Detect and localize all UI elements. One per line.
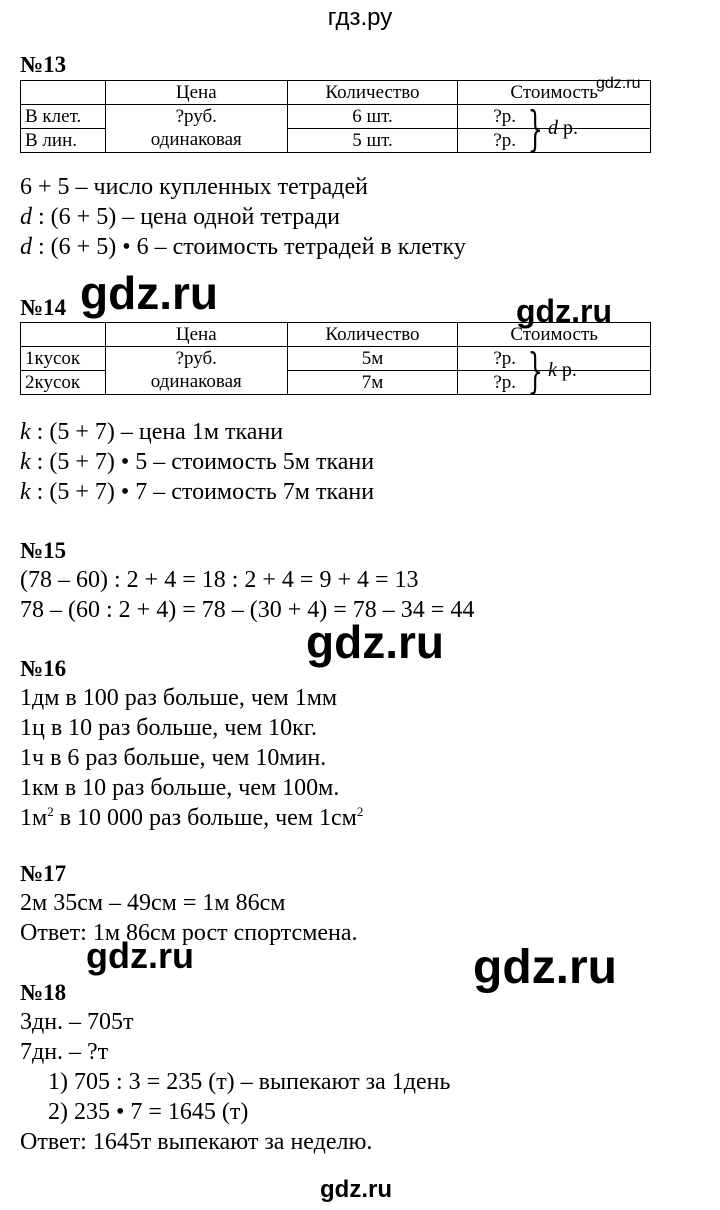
task-13-line: 6 + 5 – число купленных тетрадей [20, 174, 368, 200]
brace-icon: } [527, 343, 543, 399]
task-16-line: 1ч в 6 раз больше, чем 10мин. [20, 745, 327, 771]
price-unknown: ?руб. [175, 348, 217, 369]
price-same: одинаковая [150, 129, 242, 150]
table-row-name: 2кусок [21, 371, 106, 395]
table-row-quantity: 6 шт. [287, 105, 458, 129]
table-price-cell [105, 347, 287, 395]
task-18-line: Ответ: 1645т выпекают за неделю. [20, 1129, 373, 1155]
watermark: gdz.ru [86, 935, 194, 976]
price-unknown: ?руб. [175, 106, 217, 127]
table-header-quantity: Количество [287, 323, 458, 347]
watermark: gdz.ru [473, 941, 617, 994]
watermark: gdz.ru [516, 293, 612, 329]
table-row-cost: ?р. [458, 105, 651, 129]
watermark: gdz.ru [306, 616, 444, 668]
watermark: gdz.ru [80, 267, 218, 319]
task-14-line: k : (5 + 7) • 7 – стоимость 7м ткани [20, 479, 375, 505]
table-header-price: Цена [105, 323, 287, 347]
table-row-cost: ?р. [458, 347, 651, 371]
task-15-line: 78 – (60 : 2 + 4) = 78 – (30 + 4) = 78 – 34 = 44 [20, 597, 475, 623]
task-18-step: 2) 235 • 7 = 1645 (т) [48, 1099, 249, 1125]
task-18-line: 7дн. – ?т [20, 1039, 109, 1065]
table-row-name: 1кусок [21, 347, 106, 371]
table-header-price: Цена [105, 81, 287, 105]
task-16-area-line: $1м^2$ в 10 000 раз больше, чем $1см^2$ [20, 804, 364, 831]
task-18-heading: №18 [20, 980, 67, 1005]
task-14-heading: №14 [20, 295, 67, 320]
brace-icon: } [527, 101, 543, 157]
task-15-heading: №15 [20, 538, 67, 563]
total-cost-label: k р. [548, 359, 577, 381]
table-header-cost: Стоимость [458, 81, 651, 105]
watermark: gdz.ru [320, 1176, 392, 1203]
task-16-line: 1дм в 100 раз больше, чем 1мм [20, 685, 338, 711]
table-row-cost: ?р. [458, 129, 651, 153]
table-header-quantity: Количество [287, 81, 458, 105]
table-header-empty [21, 323, 106, 347]
table-row-quantity: 5 шт. [287, 129, 458, 153]
task-17-line: 2м 35см – 49см = 1м 86см [20, 890, 286, 916]
table-price-cell [105, 105, 287, 153]
task-16-line: 1км в 10 раз больше, чем 100м. [20, 775, 340, 801]
total-cost-label: d р. [548, 117, 578, 139]
site-title: гдз.ру [327, 4, 393, 31]
task-18-step: 1) 705 : 3 = 235 (т) – выпекают за 1день [48, 1069, 451, 1095]
task-13-line: d : (6 + 5) – цена одной тетради [20, 204, 341, 230]
task-16-line: 1ц в 10 раз больше, чем 10кг. [20, 715, 317, 741]
table-row-name: В лин. [21, 129, 106, 153]
task-14-line: k : (5 + 7) – цена 1м ткани [20, 419, 284, 445]
table-header-cost: Стоимость [458, 323, 651, 347]
task-13-line: d : (6 + 5) • 6 – стоимость тетрадей в клетку [20, 234, 466, 260]
table-row-quantity: 7м [287, 371, 458, 395]
task-17-line: Ответ: 1м 86см рост спортсмена. [20, 920, 358, 946]
price-same: одинаковая [150, 371, 242, 392]
task-17-heading: №17 [20, 861, 67, 886]
table-row-name: В клет. [21, 105, 106, 129]
table-row-cost: ?р. [458, 371, 651, 395]
table-row-quantity: 5м [287, 347, 458, 371]
watermark: gdz.ru [596, 75, 641, 92]
task-18-line: 3дн. – 705т [20, 1009, 134, 1035]
table-header-empty [21, 81, 106, 105]
task-13-heading: №13 [20, 52, 67, 77]
task-14-line: k : (5 + 7) • 5 – стоимость 5м ткани [20, 449, 375, 475]
task-15-line: (78 – 60) : 2 + 4 = 18 : 2 + 4 = 9 + 4 = 13 [20, 567, 419, 593]
task-16-heading: №16 [20, 656, 67, 681]
